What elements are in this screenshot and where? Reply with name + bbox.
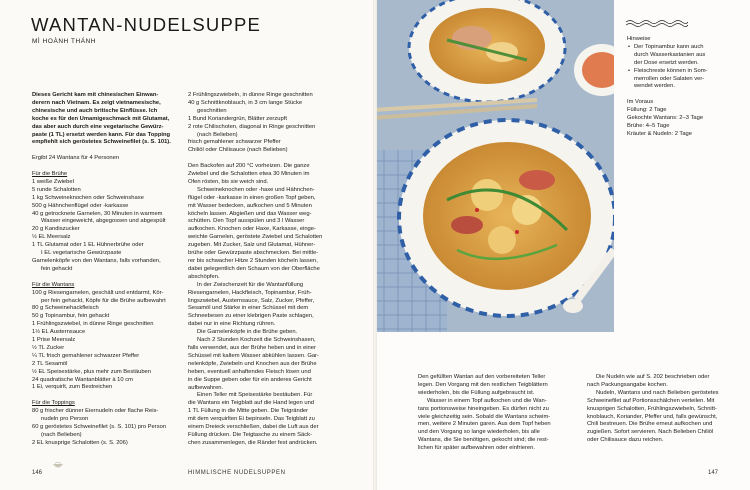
note-line: wendet werden. [634, 83, 675, 90]
method-line: Chili bestreuen. Die Brühe erneut aufkochen und [587, 421, 713, 428]
ingredient-item: ½ EL Meersalz [32, 234, 71, 241]
ingredient-item: 1½ EL Austernsauce [32, 329, 86, 336]
advance-item: Brühe: 4–5 Tage [627, 122, 670, 129]
intro-line: Dieses Gericht kam mit chinesischen Einwan- [32, 92, 159, 98]
ingredients-column [32, 92, 177, 448]
intro-line: derern nach Vietnam. Es zeigt vietnamesische, [32, 99, 161, 106]
method-line: legen. Den Vorgang mit den restlichen Teigblättern [418, 381, 548, 388]
advance-item: Füllung: 2 Tage [627, 107, 667, 114]
method-line: zugeben. Mit Zucker, Salz und Glutamat, Hühner- [188, 242, 316, 249]
ingredient-item: 40 g getrocknete Garnelen, 30 Minuten in warmem [32, 210, 163, 217]
method-line: viele gleichzeitig sein. Sobald die Wantans schwim- [418, 413, 551, 420]
method-line: falls verwendet, aus der Brühe heben und in einer [188, 344, 316, 351]
method-line: aufbewahren. [188, 384, 224, 391]
ingredient-item-continuation: Wasser eingeweicht, abgegossen und abgespült [41, 218, 166, 225]
ingredient-item: 1 weiße Zwiebel [32, 178, 74, 185]
ingredient-item: 5 runde Schalotten [32, 186, 81, 193]
method-line: nelenköpfe, Zwiebeln und Knochen aus der Brühe [188, 360, 317, 367]
ingredient-item: 1 TL Glutamat oder 1 EL Hühnerbrühe oder [32, 242, 144, 249]
method-line: Schneebesen zu einer klebrigen Paste schlagen, [188, 313, 314, 320]
recipe-author: MÌ HOÀNH THÁNH [32, 38, 97, 45]
method-line: dabei nur in eine Richtung rühren. [188, 321, 276, 328]
note-line: • Fleischreste können in Som- [634, 67, 708, 74]
advance-heading: Im Voraus [627, 99, 654, 106]
method-line: schütten. Den Topf ausspülen und 3 l Wasser [188, 218, 305, 225]
intro-line: empfiehlt sich geröstetes Schweinefilet (s. S. 101). [32, 139, 171, 146]
method-line: Füllung drücken. Die Teigtasche zu einem Säck- [188, 431, 312, 438]
method-line: Schweineknochen oder -haxe und Hähnchen- [197, 186, 315, 193]
ingredient-item: (nach Belieben) [197, 131, 238, 138]
method-line: nach Packungsangabe kochen. [587, 381, 668, 388]
notes-panel [627, 36, 737, 139]
ingredient-item: ¼ TL frisch gemahlener schwarzer Pfeffer [32, 352, 140, 359]
wantans-heading: Für die Wantans [32, 281, 75, 288]
method-line: rer bis schwacher Hitze 2 Stunden köcheln lassen, [188, 258, 318, 265]
method-line: köcheln lassen. Abgießen und das Wasser weg- [188, 210, 312, 217]
ingredient-item-continuation: I EL vegetarische Gewürzpaste [41, 250, 122, 257]
ingredient-item: 1 Prise Meersalz [32, 337, 76, 344]
ingredient-item: ½ TL Zucker [32, 344, 65, 351]
ingredient-item: 80 g frischer dünner Eiernudeln oder flache Reis- [32, 408, 159, 415]
method-column [188, 92, 334, 448]
yield-text: Ergibt 24 Wantans für 4 Personen [32, 155, 120, 162]
ingredient-item: 1 Bund Koriandergrün, Blätter zerzupft [188, 115, 287, 122]
method-line: zugießen. Sofort servieren. Nach Belieben Chiliöl [587, 429, 714, 436]
ingredient-item: 1 Ei, verquirlt, zum Bestreichen [32, 384, 113, 391]
ingredient-item: 2 rote Chilischoten, diagonal in Ringe geschnitten [188, 123, 316, 130]
advance-item: Gekochte Wantans: 2–3 Tage [627, 115, 704, 122]
ingredient-item: (nach Belieben) [41, 431, 82, 438]
ingredient-item: geschnitten [197, 107, 227, 114]
method-line: weichte Garnelen, geröstete Zwiebel und Schalotten [188, 234, 323, 241]
method-line: tans portionsweise hineingeben. Es dürfen nicht zu [418, 405, 549, 412]
method-line: dabei gelegentlich den Schaum von der Oberfläche [188, 265, 320, 272]
ingredient-item: 2 EL knusprige Schalotten (s. S. 206) [32, 439, 128, 446]
method-line: die Wantans ein Teigblatt auf die Hand legen und [188, 400, 315, 407]
notes-heading: Hinweise [627, 36, 651, 42]
ingredient-item: 20 g Kandiszucker [32, 226, 80, 233]
method-line: brühe oder Gewürzpaste abschmecken. Bei mittle- [188, 250, 319, 257]
method-line: lichen für später aufbewahren oder einfrieren. [418, 445, 535, 452]
toppings-heading: Für die Toppings [32, 400, 75, 407]
intro-line: koche es für den Umamigeschmack mit Glutamat, [32, 115, 170, 122]
method-line: heben, eventuell anhaftendes Fleisch lösen und [188, 368, 311, 375]
method-line: mit dem verquirlten Ei bepinseln. Das Teigblatt zu [188, 416, 315, 423]
method-line: Die Garnelenköpfe in die Brühe geben. [197, 329, 298, 336]
method-line: Ofen rösten, bis sie weich sind. [188, 178, 269, 185]
ingredient-item-continuation: fein gehackt [41, 265, 73, 272]
method-line: Nach 2 Stunden Kochzeit die Schweinshaxen, [197, 337, 316, 344]
method-line: Den Backofen auf 200 °C vorheizen. Die ganze [188, 163, 310, 170]
method-line: lingszwiebel, Austernsauce, Salz, Zucker, Pfeffer, [188, 297, 315, 304]
note-bullet [627, 44, 737, 68]
note-line: durch Wasserkastanien aus [634, 51, 706, 58]
note-line: der Dose ersetzt werden. [634, 59, 699, 66]
method-line: knusprigen Schalotten, Frühlingszwiebeln, Schnitt- [587, 405, 717, 412]
method-line: In der Zwischenzeit für die Wantanfüllung [197, 281, 304, 288]
method-line: einem Dreieck verschließen, dabei die Luft aus der [188, 424, 319, 431]
ingredient-item: 1 kg Schweineknochen oder Schweinshaxe [32, 194, 144, 201]
note-line: merrollen oder Salaten ver- [634, 75, 705, 82]
method-line: Schüssel mit kaltem Wasser abkühlen lassen. Gar- [188, 352, 319, 359]
serving-column [587, 374, 722, 445]
method-line: Die Nudeln wie auf S. 202 beschrieben oder [596, 374, 710, 380]
intro-line: chinesische und auch britische Einflüsse. Ich [32, 107, 158, 114]
ingredient-item: 1 Frühlingszwiebel, in dünne Ringe geschnitten [32, 321, 154, 328]
method-line: mit Wasser bedecken, aufkochen und 5 Minuten [188, 202, 312, 209]
method-column-right [418, 374, 561, 453]
bowl-stamp-icon [52, 461, 64, 470]
method-line: Wasser in einem Topf aufkochen und die Wan- [427, 397, 547, 404]
ingredient-item: 60 g geröstetes Schweinefilet (s. S. 101) pro Person [32, 424, 167, 430]
method-line: Riesengarnelen, Hackfleisch, Topinambur, Früh- [188, 289, 312, 296]
wave-ornament-icon [626, 18, 688, 28]
ingredient-item: Garnelenköpfe von den Wantans, falls vorhanden, [32, 258, 161, 264]
method-line: Wantans, die Sie benötigen, gekocht sind; die rest- [418, 437, 549, 444]
method-line: oder Chilisauce dazu reichen. [587, 437, 664, 444]
ingredient-item: Chiliöl oder Chilisauce (nach Belieben) [188, 147, 288, 154]
method-line: chen zusammenlegen, die Ränder fest andrücken. [188, 439, 318, 446]
method-line: men, weitere 2 Minuten garen. Aus dem Topf heben [418, 421, 551, 428]
method-line: und den Vorgang so lange wiederholen, bis alle [418, 429, 540, 436]
method-line: Sesamöl und Stärke in einer Schüssel mit dem [188, 305, 309, 312]
method-line: Schweinefilet auf Portionsschälchen verteilen. Mit [587, 397, 715, 404]
ingredient-item: 500 g Hähnchenflügel oder -karkasse [32, 202, 129, 209]
method-line: knoblauch, Koriander, Pfeffer und, falls gewünscht, [587, 413, 718, 420]
intro-line: paste (1 TL) ersetzt werden kann. Für das Topping [32, 131, 171, 138]
method-line: abschöpfen. [188, 273, 220, 280]
method-line: Nudeln, Wantans und nach Belieben geröstetes [596, 389, 719, 396]
page-number-right: 147 [708, 470, 719, 476]
page-number-left: 146 [32, 470, 43, 476]
ingredient-item: 2 TL Sesamöl [32, 360, 68, 367]
method-line: Zwiebel und die Schalotten etwa 30 Minuten im [188, 171, 310, 178]
recipe-title: WANTAN-NUDELSUPPE [31, 14, 262, 35]
ingredient-item: 100 g Riesengarnelen, geschält und entdarmt, Kör- [32, 289, 164, 296]
method-line: aufkochen. Knochen oder Haxe, Karkasse, einge- [188, 226, 316, 233]
note-bullet [627, 68, 737, 92]
ingredient-item: ½ EL Speisestärke, plus mehr zum Bestäuben [32, 368, 152, 375]
ingredient-item: 2 Frühlingszwiebeln, in dünne Ringe geschnitten [188, 92, 313, 98]
ingredient-item: 40 g Schnittknoblauch, in 3 cm lange Stücke [188, 99, 303, 106]
ingredient-item: nudeln pro Person [41, 416, 89, 423]
intro-line: das aber auch durch eine vegetarische Gewürz- [32, 123, 164, 130]
method-line: flügel oder -karkasse in einen großen Topf geben, [188, 194, 316, 201]
ingredient-item: per fein gehackt, Köpfe für die Brühe aufbewahrt [41, 297, 166, 304]
running-head: HIMMLISCHE NUDELSUPPEN [188, 470, 286, 476]
method-line: wiederholen, bis die Füllung aufgebraucht ist. [418, 389, 535, 396]
ingredient-item: 24 quadratische Wantanblätter à 10 cm [32, 376, 133, 383]
broth-heading: Für die Brühe [32, 171, 68, 178]
ingredient-item: 80 g Schweinehackfleisch [32, 305, 99, 312]
noodle-soup-photo [377, 0, 614, 332]
note-line: • Der Topinambur kann auch [634, 43, 704, 50]
method-line: 1 TL Füllung in die Mitte geben. Die Teigränder [188, 408, 309, 415]
method-line: Den gefüllten Wantan auf den vorbereiteten Teller [418, 374, 546, 380]
method-line: in die Suppe geben oder für ein anderes Gericht [188, 376, 312, 383]
advance-item: Kräuter & Nudeln: 2 Tage [627, 130, 692, 137]
ingredient-item: 50 g Topinambur, fein gehackt [32, 313, 110, 320]
ingredient-item: frisch gemahlener schwarzer Pfeffer [188, 139, 281, 146]
method-line: Einen Teller mit Speisestärke bestäuben. Für [197, 392, 313, 399]
